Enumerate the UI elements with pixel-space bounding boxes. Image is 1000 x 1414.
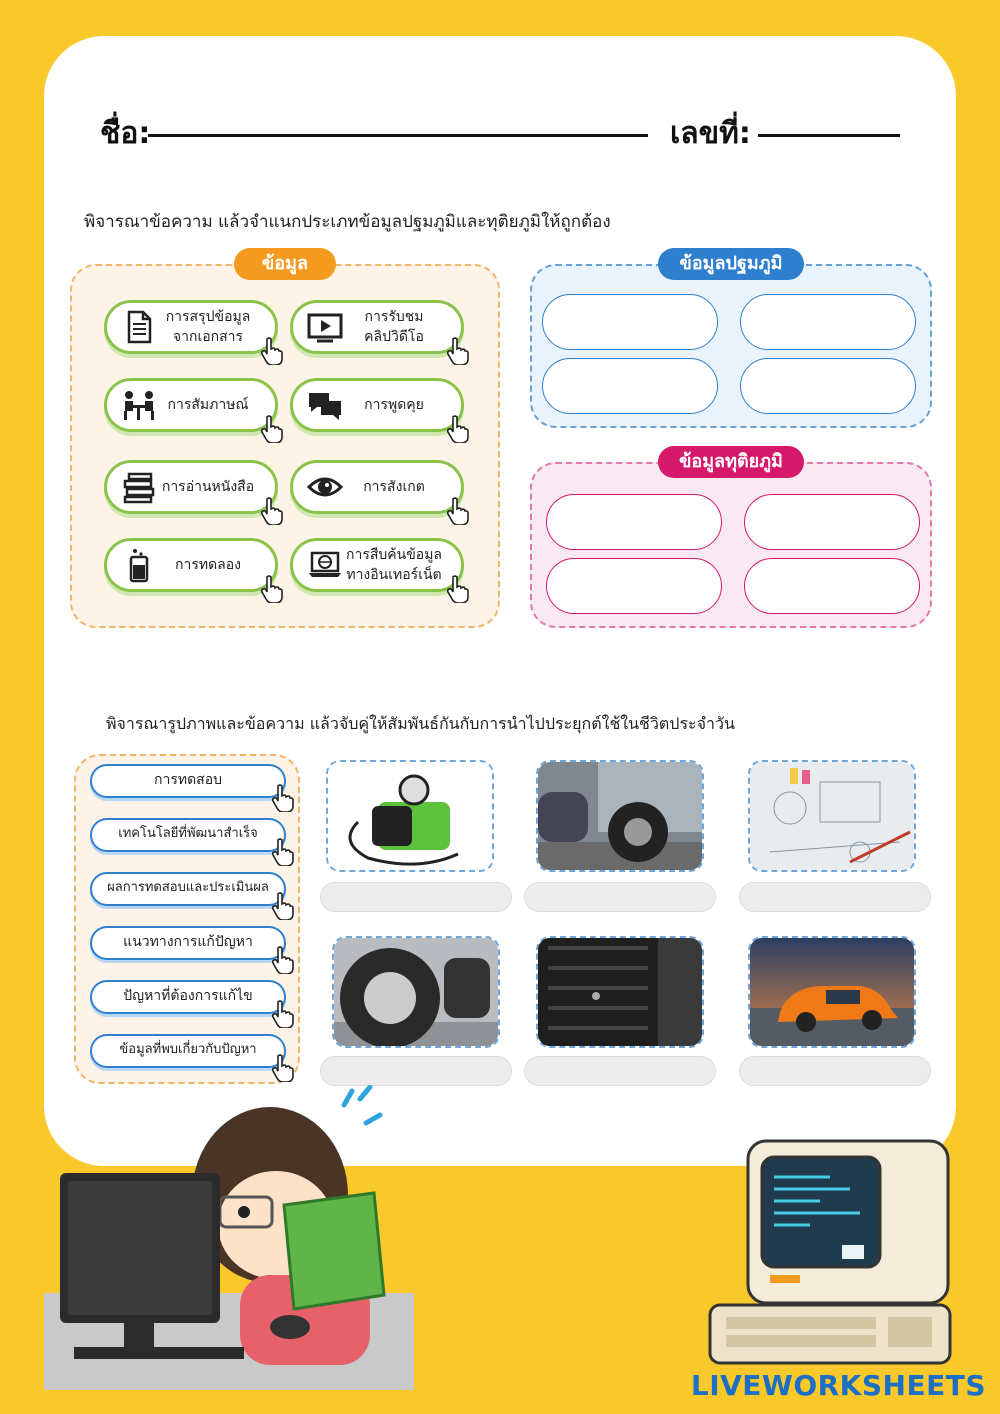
chat-bubbles-icon — [307, 387, 343, 423]
answer-drop-slot[interactable] — [320, 1056, 512, 1086]
laptop-globe-icon — [307, 547, 343, 583]
data-chip[interactable] — [104, 378, 278, 432]
student-reading-illustration — [44, 1085, 434, 1390]
air-compressor-photo — [326, 760, 494, 872]
match-chip-label: ข้อมูลที่พบเกี่ยวกับปัญหา — [119, 1042, 257, 1057]
match-chip[interactable] — [90, 764, 286, 798]
match-chip-label: แนวทางการแก้ปัญหา — [123, 934, 253, 950]
answer-drop-slot[interactable] — [739, 1056, 931, 1086]
instruction-1: พิจารณาข้อความ แล้วจำแนกประเภทข้อมูลปฐมภูมิและทุติยภูมิให้ถูกต้อง — [84, 212, 611, 232]
data-chip[interactable] — [104, 300, 278, 354]
punctured-tire-photo — [536, 936, 704, 1048]
data-chip[interactable] — [290, 300, 464, 354]
pointer-hand-icon — [270, 892, 294, 920]
chip-label: การสืบค้นข้อมูล ทางอินเทอร์เน็ต — [345, 547, 442, 583]
match-chip-label: ผลการทดสอบและประเมินผล — [107, 880, 269, 895]
answer-drop-slot[interactable] — [524, 1056, 716, 1086]
pointer-hand-icon — [270, 1000, 294, 1028]
answer-drop-slot[interactable] — [320, 882, 512, 912]
orange-car-photo — [748, 936, 916, 1048]
match-chip[interactable] — [90, 980, 286, 1014]
data-chip[interactable] — [290, 378, 464, 432]
design-drawing-photo — [748, 760, 916, 872]
name-input-line[interactable] — [148, 134, 648, 137]
pointer-hand-icon — [445, 415, 469, 443]
flat-tire-photo — [332, 936, 500, 1048]
secondary-drop-slot-4[interactable] — [744, 558, 920, 614]
chip-label: การสังเกต — [363, 479, 425, 495]
liveworksheets-logo: LIVEWORKSHEETS — [690, 1369, 986, 1402]
pointer-hand-icon — [270, 946, 294, 974]
match-chip[interactable] — [90, 872, 286, 906]
worksheet-card — [44, 36, 956, 1166]
chip-label: การรับชม คลิปวิดีโอ — [364, 309, 424, 345]
pointer-hand-icon — [270, 784, 294, 812]
chip-label: การสรุปข้อมูล จากเอกสาร — [165, 309, 251, 345]
video-play-icon — [307, 309, 343, 345]
tire-change-photo — [536, 760, 704, 872]
pointer-hand-icon — [445, 497, 469, 525]
data-chip[interactable] — [104, 460, 278, 514]
secondary-drop-slot-1[interactable] — [546, 494, 722, 550]
pointer-hand-icon — [270, 838, 294, 866]
eye-icon — [307, 469, 343, 505]
primary-drop-slot-1[interactable] — [542, 294, 718, 350]
match-chip[interactable] — [90, 818, 286, 852]
pointer-hand-icon — [259, 575, 283, 603]
data-chip[interactable] — [290, 538, 464, 592]
interview-icon — [121, 387, 157, 423]
pointer-hand-icon — [445, 337, 469, 365]
match-chip[interactable] — [90, 926, 286, 960]
data-chip[interactable] — [290, 460, 464, 514]
chip-label: การอ่านหนังสือ — [161, 479, 255, 495]
source-title: ข้อมูล — [234, 248, 336, 280]
data-chip[interactable] — [104, 538, 278, 592]
pointer-hand-icon — [270, 1054, 294, 1082]
books-icon — [121, 469, 157, 505]
pointer-hand-icon — [259, 415, 283, 443]
chip-label: การสัมภาษณ์ — [167, 397, 249, 413]
primary-title: ข้อมูลปฐมภูมิ — [658, 248, 804, 280]
primary-drop-slot-3[interactable] — [542, 358, 718, 414]
instruction-2: พิจารณารูปภาพและข้อความ แล้วจับคู่ให้สัมพันธ์กันกับการนำไปประยุกต์ใช้ในชีวิตประจำวัน — [106, 714, 735, 733]
retro-computer-illustration — [700, 1135, 960, 1375]
primary-drop-slot-4[interactable] — [740, 358, 916, 414]
secondary-drop-slot-3[interactable] — [546, 558, 722, 614]
chip-label: การพูดคุย — [364, 397, 424, 413]
chip-label: การทดลอง — [174, 557, 241, 573]
secondary-drop-slot-2[interactable] — [744, 494, 920, 550]
match-chip-label: ปัญหาที่ต้องการแก้ไข — [123, 988, 253, 1004]
match-chip-label: เทคโนโลยีที่พัฒนาสำเร็จ — [118, 826, 258, 841]
primary-drop-slot-2[interactable] — [740, 294, 916, 350]
answer-drop-slot[interactable] — [739, 882, 931, 912]
pointer-hand-icon — [259, 337, 283, 365]
pointer-hand-icon — [259, 497, 283, 525]
number-input-line[interactable] — [758, 134, 900, 137]
document-icon — [121, 309, 157, 345]
match-chip-label: การทดสอบ — [153, 772, 223, 788]
secondary-title: ข้อมูลทุติยภูมิ — [658, 446, 804, 478]
pointer-hand-icon — [445, 575, 469, 603]
beaker-icon — [121, 547, 157, 583]
match-chip[interactable] — [90, 1034, 286, 1068]
name-label: ชื่อ: — [100, 116, 151, 151]
number-label: เลขที่: — [670, 116, 751, 151]
answer-drop-slot[interactable] — [524, 882, 716, 912]
